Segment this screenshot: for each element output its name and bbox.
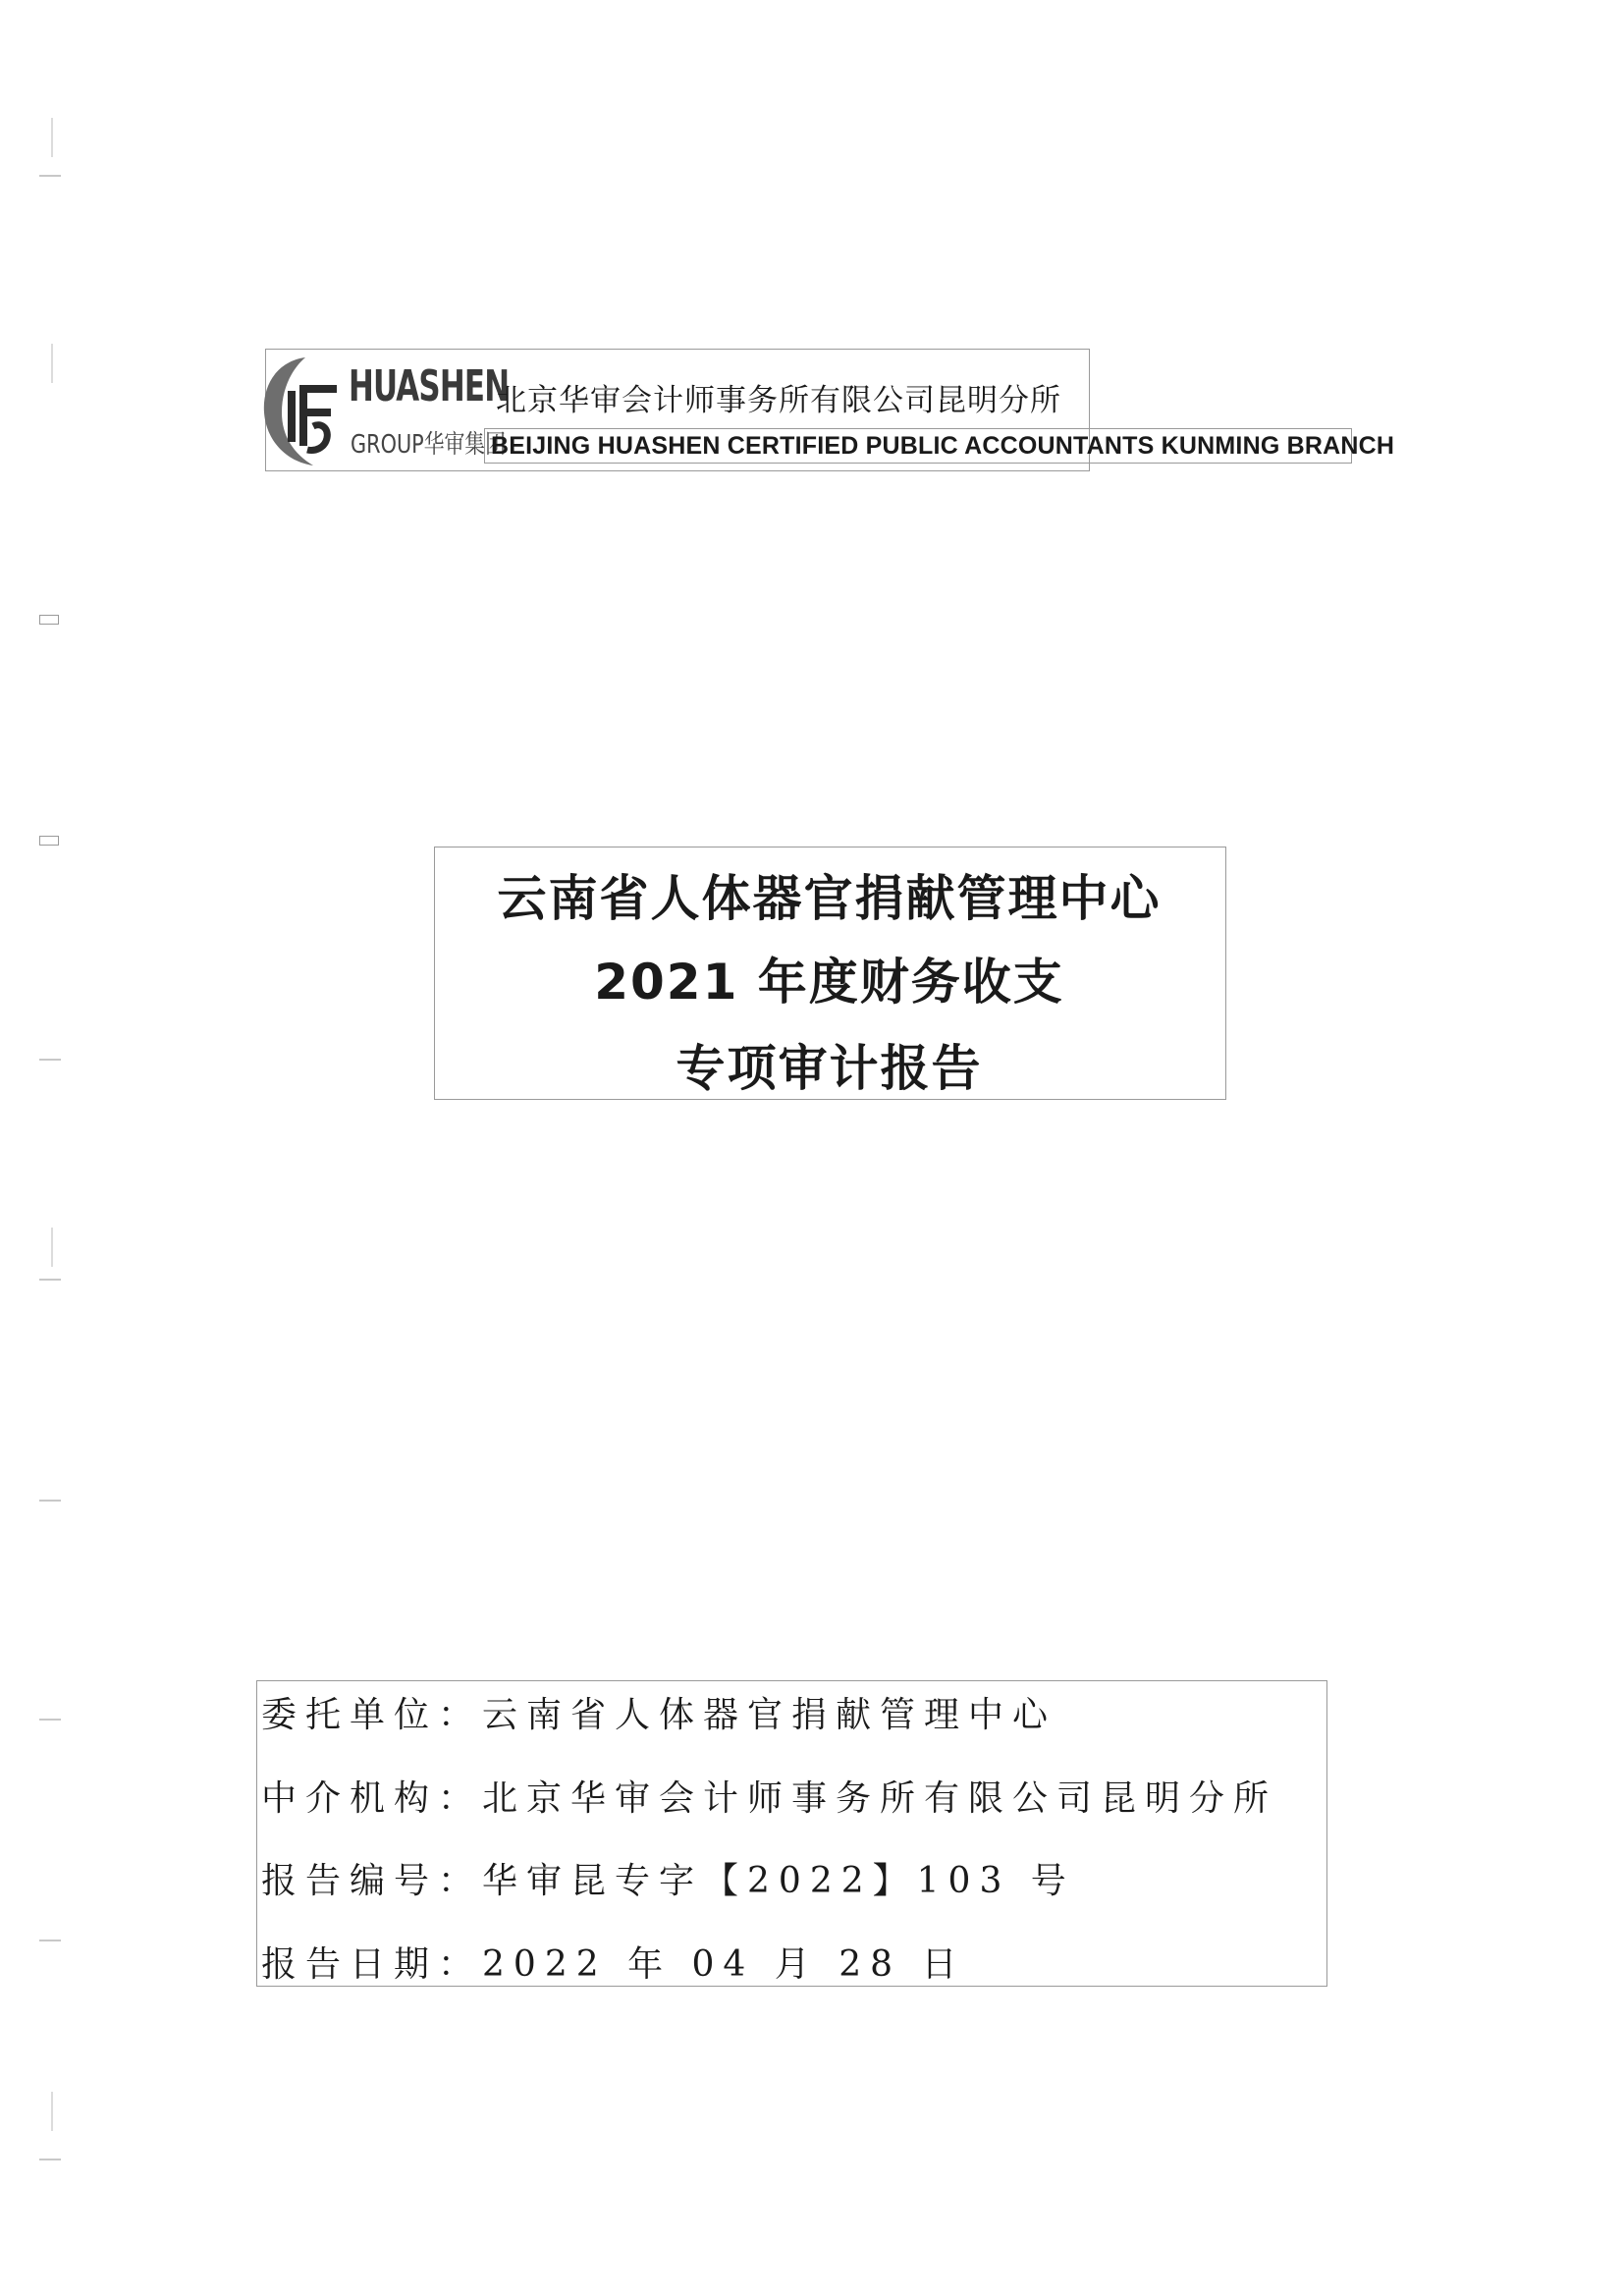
client-label: 委托单位： [261, 1695, 483, 1735]
report-number-label: 报告编号： [261, 1861, 483, 1901]
report-number-value: 华审昆专字【2022】103 号 [482, 1861, 1075, 1901]
report-date-label: 报告日期： [261, 1944, 483, 1985]
firm-name-cn: 北京华审会计师事务所有限公司昆明分所 [496, 383, 1061, 418]
brand-group: GROUP华审集团 [351, 430, 506, 460]
firm-name-en: BEIJING HUASHEN CERTIFIED PUBLIC ACCOUNTANTS KUNMING BRANCH [491, 432, 1395, 460]
brand-name: HUASHEN [349, 361, 510, 411]
huashen-logo-icon [258, 352, 347, 469]
report-date-row [261, 1937, 965, 1987]
report-title-line-3: 专项审计报告 [676, 1040, 983, 1097]
client-row [261, 1687, 1056, 1737]
agency-label: 中介机构： [261, 1778, 483, 1819]
client-value: 云南省人体器官捐献管理中心 [482, 1695, 1057, 1735]
agency-value: 北京华审会计师事务所有限公司昆明分所 [482, 1778, 1278, 1819]
agency-row [261, 1771, 1277, 1821]
report-date-value: 2022 年 04 月 28 日 [482, 1944, 966, 1985]
report-number-row [261, 1853, 1075, 1903]
report-title-line-1: 云南省人体器官捐献管理中心 [497, 870, 1162, 927]
report-title-line-2: 2021 年度财务收支 [594, 954, 1064, 1011]
